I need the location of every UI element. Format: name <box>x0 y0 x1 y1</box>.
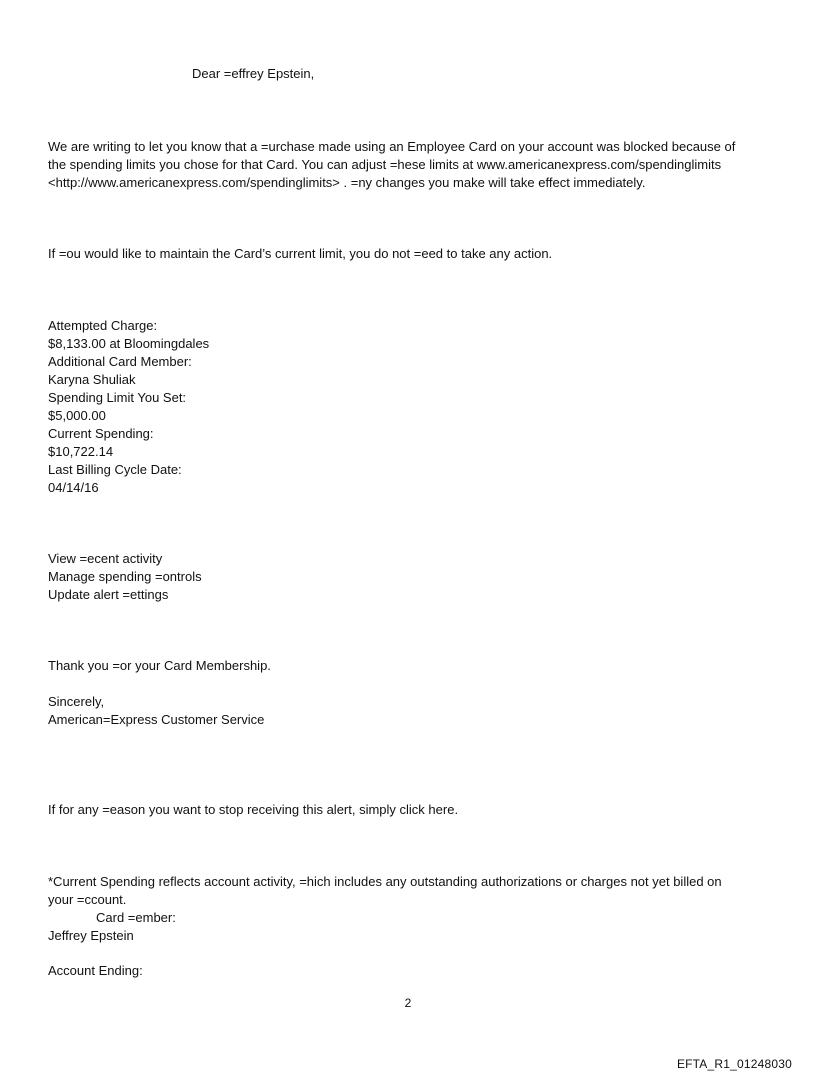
card-member-name: Jeffrey Epstein <box>48 928 134 943</box>
unsubscribe-paragraph <box>48 801 768 819</box>
no-action-paragraph <box>48 245 768 263</box>
view-recent-activity-link[interactable]: View =ecent activity <box>48 551 163 566</box>
detail-value: $8,133.00 at Bloomingdales <box>48 336 210 351</box>
greeting-text: Dear =effrey Epstein, <box>192 66 315 81</box>
footnote-line: your =ccount. <box>48 892 127 907</box>
update-alert-settings-link[interactable]: Update alert =ettings <box>48 587 169 602</box>
card-member-label: Card =ember: <box>96 910 176 925</box>
detail-value: $10,722.14 <box>48 444 114 459</box>
detail-value: 04/14/16 <box>48 480 99 495</box>
account-ending <box>48 962 768 980</box>
intro-line: We are writing to let you know that a =urchase made using an Employee Card on your account was blocked because of <box>48 139 736 154</box>
footnote <box>48 873 768 945</box>
unsubscribe-text[interactable]: If for any =eason you want to stop receiving this alert, simply click here. <box>48 802 459 817</box>
greeting <box>192 65 816 83</box>
thanks-text: Thank you =or your Card Membership. <box>48 658 271 673</box>
detail-label: Current Spending: <box>48 426 154 441</box>
manage-spending-controls-link[interactable]: Manage spending =ontrols <box>48 569 202 584</box>
detail-label: Attempted Charge: <box>48 318 158 333</box>
account-ending-label: Account Ending: <box>48 963 143 978</box>
detail-value: Karyna Shuliak <box>48 372 136 387</box>
detail-label: Last Billing Cycle Date: <box>48 462 182 477</box>
no-action-text: If =ou would like to maintain the Card’s current limit, you do not =eed to take any action. <box>48 246 553 261</box>
footnote-line: *Current Spending reflects account activity, =hich includes any outstanding authorizations or charges not yet billed on <box>48 874 722 889</box>
thanks-paragraph <box>48 657 768 675</box>
detail-label: Spending Limit You Set: <box>48 390 187 405</box>
signature-text: American=Express Customer Service <box>48 712 265 727</box>
intro-line: <http://www.americanexpress.com/spendinglimits> . =ny changes you make will take effect immediately. <box>48 175 646 190</box>
page-number: 2 <box>404 996 412 1010</box>
action-links <box>48 550 768 604</box>
document-id-stamp: EFTA_R1_01248030 <box>676 1057 792 1071</box>
detail-value: $5,000.00 <box>48 408 106 423</box>
closing-text: Sincerely, <box>48 694 105 709</box>
intro-paragraph <box>48 138 768 192</box>
charge-details <box>48 317 768 497</box>
sign-off <box>48 693 768 729</box>
detail-label: Additional Card Member: <box>48 354 192 369</box>
intro-line: the spending limits you chose for that Card. You can adjust =hese limits at www.americanexpress.com/spendinglimits <box>48 157 722 172</box>
